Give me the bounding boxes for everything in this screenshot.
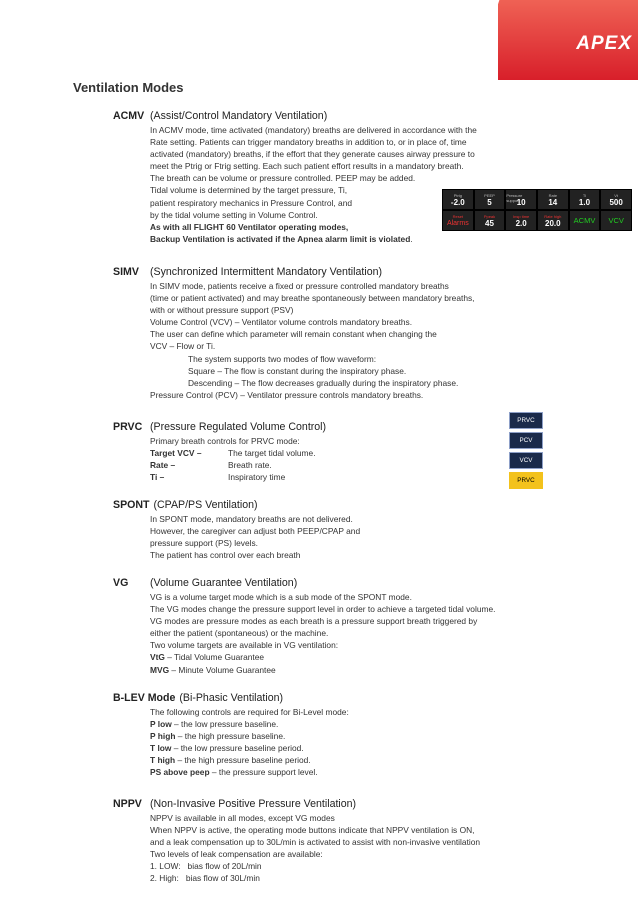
control-value: 45 [485,218,494,228]
section-heading [113,690,543,706]
body-line: Rate setting. Patients can trigger mandatory breaths in addition to, or in place of, time [150,137,467,148]
body-line-mixed [150,754,543,766]
body-line: NPPV is available in all modes, except VG modes [150,813,335,823]
body-line: The user can define which parameter will remain constant when changing the [150,329,437,340]
mode-name: (Bi-Phasic Ventilation) [179,692,284,704]
body-line: patient respiratory mechanics in Pressure Control, and [150,197,353,208]
peep-control[interactable] [475,190,505,209]
insp-time-alarm[interactable] [506,211,536,230]
term: P low [150,719,172,730]
section-prvc [113,419,543,483]
reset-alarms-button[interactable] [443,211,473,230]
control-row [150,447,543,459]
section-nppv [113,796,543,885]
period: . [410,233,413,244]
mode-name: (CPAP/PS Ventilation) [153,499,258,511]
mode-abbr: B-LEV Mode [113,692,176,704]
rate-control[interactable] [538,190,568,209]
ppeak-alarm[interactable] [475,211,505,230]
body-line: with or without pressure support (PSV) [150,305,294,316]
body-line: In SPONT mode, mandatory breaths are not delivered. [150,514,353,524]
body-line: The following controls are required for Bi-Level mode: [150,707,349,717]
page-title: Ventilation Modes [73,80,184,95]
section-simv [113,264,543,401]
control-value: -2.0 [450,197,465,207]
control-key: Ti – [150,472,165,483]
definition: – the pressure support level. [209,767,318,778]
control-row [150,471,543,483]
body-line-mixed [150,664,543,676]
body-line: Two volume targets are available in VG ventilation: [150,640,339,651]
body-line: meet the Ptrig or Ftrig setting. Each such patient effort results in a mandatory breath. [150,161,464,172]
body-line: Primary breath controls for PRVC mode: [150,436,300,446]
control-value: VCV [608,216,624,225]
section-vg [113,575,543,676]
body-line: Two levels of leak compensation are available: [150,849,323,860]
brand-logo [498,0,638,80]
section-heading [113,108,543,124]
control-label: PEEP [484,192,495,198]
body-line: The VG modes change the pressure support level in order to achieve a targeted tidal volume. [150,604,496,615]
control-key: Target VCV – [150,448,202,459]
mode-abbr: ACMV [113,110,145,122]
control-value: 2.0 [515,218,527,228]
mode-abbr: VG [113,577,129,589]
term: T high [150,755,176,766]
body-line-mixed [150,718,543,730]
body-line: The patient has control over each breath [150,550,301,561]
body-line: When NPPV is active, the operating mode buttons indicate that NPPV ventilation is ON, [150,825,475,836]
mode-name: (Volume Guarantee Ventilation) [150,577,298,589]
body-line: VCV – Flow or Ti. [150,341,216,352]
control-desc: Inspiratory time [228,472,286,483]
control-desc: The target tidal volume. [228,448,316,459]
control-value: 1.0 [578,197,591,207]
body-line: either the patient (spontaneous) or the machine. [150,628,329,639]
term: VtG [150,652,165,663]
section-heading [113,419,543,435]
control-label: Insp time [513,213,530,219]
control-value: 500 [609,197,623,207]
control-value: 10 [516,197,526,207]
section-body [150,435,543,483]
term: T low [150,743,172,754]
vcv-mode-button[interactable] [601,211,631,230]
section-blev [113,690,543,779]
body-line-mixed [150,742,543,754]
body-line-mixed [150,766,543,778]
section-heading [113,796,543,812]
definition: – Minute Volume Guarantee [169,664,276,675]
body-line: The breath can be volume or pressure controlled. PEEP may be added. [150,173,416,184]
body-line: However, the caregiver can adjust both PEEP/CPAP and [150,526,361,537]
rate-high-alarm[interactable] [538,211,568,230]
body-line-indented: The system supports two modes of flow waveform: [188,353,377,364]
control-label: Rate high [544,213,562,219]
section-heading [113,497,543,513]
prvc-button[interactable]: PRVC [509,412,543,429]
control-desc: Breath rate. [228,460,272,471]
section-body [150,706,543,779]
control-label: Ptrig [453,192,462,198]
section-body [150,280,543,401]
mode-name: (Pressure Regulated Volume Control) [150,421,327,433]
body-line: VG is a volume target mode which is a sub mode of the SPONT mode. [150,592,412,602]
vt-control[interactable] [601,190,631,209]
control-row [150,459,543,471]
control-label: Ti [582,192,587,198]
mode-abbr: SIMV [113,266,139,278]
body-line: activated (mandatory) breaths, if the effort that they generate causes airway pressure to [150,149,475,160]
body-line: and a leak compensation up to 30L/min is activated to assist with non-invasive ventilation [150,837,481,848]
pressure-support-control[interactable] [506,190,536,209]
control-value: Alarms [446,219,469,227]
body-line-bold: As with all FLIGHT 60 Ventilator operating modes, [150,221,349,232]
definition: – the low pressure baseline period. [171,743,304,754]
term: P high [150,731,176,742]
body-line: 1. LOW: bias flow of 20L/min [150,861,262,872]
section-body [150,812,543,885]
control-label: Ppeak [483,213,496,219]
acmv-mode-button[interactable] [570,211,600,230]
mode-button-stack [509,412,543,489]
body-line: pressure support (PS) levels. [150,538,258,549]
term: MVG [150,664,170,675]
mode-abbr: NPPV [113,798,142,810]
control-value: ACMV [573,216,596,225]
mode-name: (Non-Invasive Positive Pressure Ventilation) [150,798,357,810]
body-line: In SIMV mode, patients receive a fixed or pressure controlled mandatory breaths [150,281,449,291]
body-line-indented: Square – The flow is constant during the inspiratory phase. [188,365,407,376]
definition: – the high pressure baseline period. [175,755,311,766]
body-line: Volume Control (VCV) – Ventilator volume controls mandatory breaths. [150,317,413,328]
body-line: In ACMV mode, time activated (mandatory) breaths are delivered in accordance with the [150,125,477,135]
section-heading [113,264,543,280]
body-line-mixed [150,651,543,663]
control-label: Rate [548,192,558,198]
control-label: Vt [614,192,619,198]
pcv-button[interactable]: PCV [509,432,543,449]
control-value: 14 [548,197,558,207]
ptrig-control[interactable] [443,190,473,209]
body-line-mixed [150,730,543,742]
control-key: Rate – [150,460,176,471]
vcv-button[interactable]: VCV [509,452,543,469]
body-line: by the tidal volume setting in Volume Control. [150,209,318,220]
mode-abbr: PRVC [113,421,143,433]
body-line: Tidal volume is determined by the target pressure, Ti, [150,185,348,196]
section-spont [113,497,543,561]
body-line: Pressure Control (PCV) – Ventilator pressure controls mandatory breaths. [150,389,424,400]
definition: – the high pressure baseline. [175,731,286,742]
mode-name: (Synchronized Intermittent Mandatory Ventilation) [150,266,383,278]
body-line-mixed [150,233,543,245]
definition: – Tidal Volume Guarantee [164,652,265,663]
control-label: Reset [452,213,464,219]
mode-name: (Assist/Control Mandatory Ventilation) [150,110,328,122]
prvc-button-selected[interactable]: PRVC [509,472,543,489]
control-value: 5 [487,197,492,207]
definition: – the low pressure baseline. [171,719,279,730]
control-value: 20.0 [545,218,561,228]
body-line: VG modes are pressure modes as each breath is a pressure support breath triggered by [150,616,478,627]
ti-control[interactable] [570,190,600,209]
bold-text: Backup Ventilation is activated if the Apnea alarm limit is violated [150,233,411,244]
logo-text: APEX [576,33,632,54]
body-line-indented: Descending – The flow decreases gradually during the inspiratory phase. [188,377,459,388]
section-body [150,591,543,676]
section-body [150,513,543,561]
mode-abbr: SPONT [113,499,150,511]
body-line: 2. High: bias flow of 30L/min [150,873,260,884]
term: PS above peep [150,767,210,778]
ventilator-control-panel [442,189,632,231]
section-heading [113,575,543,591]
control-label: Pressure support [506,192,523,203]
body-line: (time or patient activated) and may breathe spontaneously between mandatory breaths, [150,293,475,304]
